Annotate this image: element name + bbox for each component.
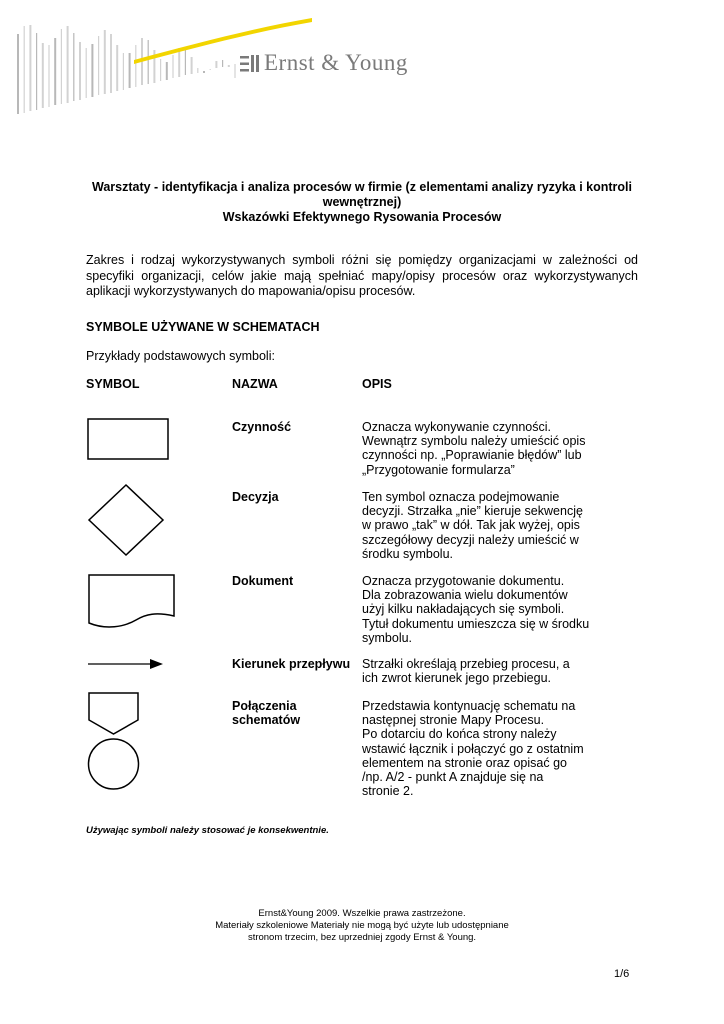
column-header-desc: OPIS xyxy=(362,377,392,391)
symbol-description-line: Wewnątrz symbolu należy umieścić opis xyxy=(362,434,586,449)
symbol-name: Decyzja xyxy=(232,490,279,504)
logo-vertical-lines xyxy=(18,25,235,114)
symbol-name: Połączenia xyxy=(232,699,297,713)
symbol-description-line: Strzałki określają przebieg procesu, a xyxy=(362,657,570,671)
page-number: 1/6 xyxy=(614,968,630,980)
ey-mark-icon xyxy=(240,55,262,78)
usage-note: Używając symboli należy stosować je konsekwentnie. xyxy=(86,825,329,836)
symbol-description-line: czynności np. „Poprawianie błędów” lub xyxy=(362,448,582,463)
column-header-name: NAZWA xyxy=(232,377,278,391)
process-rectangle-symbol xyxy=(84,416,174,464)
symbol-description-line: w prawo „tak” w dół. Tak jak wyżej, opis xyxy=(362,518,580,533)
connector-symbols xyxy=(86,690,146,800)
symbol-description-line: symbolu. xyxy=(362,630,413,645)
symbol-name: Dokument xyxy=(232,574,294,588)
symbol-description-line: /np. A/2 - punkt A znajduje się na xyxy=(362,770,544,784)
symbol-description-line: Przedstawia kontynuację schematu na xyxy=(362,699,576,713)
logo-wordmark-text: Ernst & Young xyxy=(264,50,408,75)
symbol-description-line: Oznacza przygotowanie dokumentu. xyxy=(362,574,565,588)
symbol-description-line: szczegółowy decyzji należy umieścić w xyxy=(362,532,579,547)
decision-diamond-symbol xyxy=(86,482,166,558)
document-symbol xyxy=(86,572,178,632)
document-title-line1: Warsztaty - identyfikacja i analiza procesów w firmie (z elementami analizy ryzyka i kontroli xyxy=(92,180,632,194)
symbol-description-line: użyj kilku nakładających się symboli. xyxy=(362,602,565,617)
symbol-description-line: Dla zobrazowania wielu dokumentów xyxy=(362,588,568,603)
symbol-description-line: Po dotarciu do końca strony należy xyxy=(362,727,557,742)
symbol-description-line: Ten symbol oznacza podejmowanie xyxy=(362,490,560,504)
symbol-description-line: decyzji. Strzałka „nie” kieruje sekwencję xyxy=(362,504,583,519)
symbol-name: Kierunek przepływu xyxy=(232,657,351,671)
footer-usage-line2: stronom trzecim, bez uprzedniej zgody Ernst & Young. xyxy=(247,932,477,943)
document-subtitle: Wskazówki Efektywnego Rysowania Procesów xyxy=(222,210,502,224)
section-heading: SYMBOLE UŻYWANE W SCHEMATACH xyxy=(86,320,320,334)
symbol-description-line: Oznacza wykonywanie czynności. xyxy=(362,420,551,434)
onpage-connector-circle xyxy=(89,739,139,789)
symbol-description-line: stronie 2. xyxy=(362,784,414,799)
offpage-connector-shape xyxy=(89,693,138,734)
symbol-description-line: ich zwrot kierunek jego przebiegu. xyxy=(362,671,551,686)
symbol-description-line: wstawić łącznik i połączyć go z ostatnim xyxy=(362,741,584,756)
symbol-description-line: Tytuł dokumentu umieszcza się w środku xyxy=(362,616,590,631)
symbol-description-line: „Przygotowanie formularza” xyxy=(362,462,515,477)
symbol-name: schematów xyxy=(232,713,301,728)
document-title-line2: wewnętrznej) xyxy=(322,195,402,209)
examples-label: Przykłady podstawowych symboli: xyxy=(86,349,275,363)
footer-usage-line1: Materiały szkoleniowe Materiały nie mogą być użyte lub udostępniane xyxy=(215,920,509,931)
footer-copyright: Ernst&Young 2009. Wszelkie prawa zastrzeżone. xyxy=(258,908,466,919)
symbol-name: Czynność xyxy=(232,420,292,434)
symbol-description-line: elementem na stronie oraz opisać go xyxy=(362,755,567,770)
intro-paragraph: Zakres i rodzaj wykorzystywanych symboli różni się pomiędzy organizacjami w zależności od specyfiki organizacji, celów jakie mają spełniać mapy/opisy procesów oraz wykorzystywanych aplikacji wykorzystywanych do mapowania/opisu procesów. xyxy=(86,253,638,298)
symbol-description-line: środku symbolu. xyxy=(362,546,454,561)
flow-arrow-symbol xyxy=(86,656,166,672)
logo-wordmark xyxy=(264,50,408,76)
column-header-symbol: SYMBOL xyxy=(86,377,140,391)
symbol-description-line: następnej stronie Mapy Procesu. xyxy=(362,713,545,728)
